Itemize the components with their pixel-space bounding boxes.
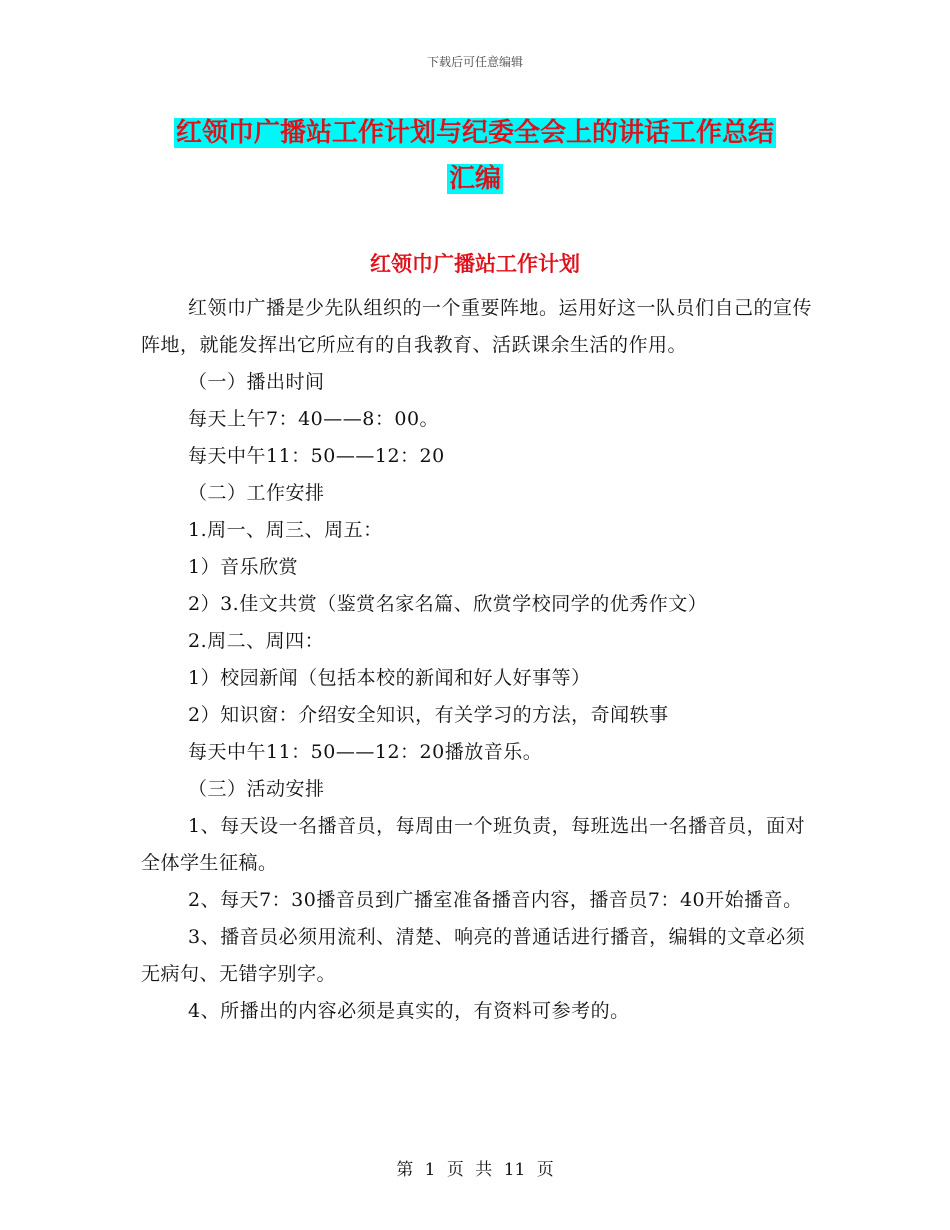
title-line-1: 红领巾广播站工作计划与纪委全会上的讲话工作总结 bbox=[175, 118, 774, 148]
list-item-music: 1）音乐欣赏 bbox=[188, 556, 299, 578]
header-note: 下载后可任意编辑 bbox=[426, 55, 523, 69]
paragraph-morning-time: 每天上午7：40——8：00。 bbox=[188, 408, 440, 430]
paragraph-rule-2: 2、每天7：30播音员到广播室准备播音内容，播音员7：40开始播音。 bbox=[188, 889, 803, 911]
title-line-2: 汇编 bbox=[448, 164, 501, 194]
paragraph-noon-time: 每天中午11：50——12：20 bbox=[188, 445, 445, 467]
paragraph-rule-3: 3、播音员必须用流利、清楚、响亮的普通话进行播音，编辑的文章必须无病句、无错字别字。 bbox=[141, 926, 806, 985]
section-title: 红领巾广播站工作计划 bbox=[370, 251, 580, 276]
heading-broadcast-time: （一）播出时间 bbox=[188, 371, 325, 393]
paragraph-noon-music: 每天中午11：50——12：20播放音乐。 bbox=[188, 741, 543, 763]
list-item-tue-thu: 2.周二、周四： bbox=[188, 630, 325, 652]
paragraph-intro: 红领巾广播是少先队组织的一个重要阵地。运用好这一队员们自己的宣传阵地，就能发挥出它所应有的自我教育、活跃课余生活的作用。 bbox=[141, 297, 813, 356]
page-number-footer: 第 1 页 共 11 页 bbox=[396, 1160, 554, 1180]
list-item-articles: 2）3.佳文共赏（鉴赏名家名篇、欣赏学校同学的优秀作文） bbox=[188, 593, 708, 615]
paragraph-rule-1: 1、每天设一名播音员，每周由一个班负责，每班选出一名播音员，面对全体学生征稿。 bbox=[141, 815, 806, 874]
list-item-knowledge: 2）知识窗：介绍安全知识，有关学习的方法，奇闻轶事 bbox=[188, 704, 669, 726]
heading-activity-arrangement: （三）活动安排 bbox=[188, 778, 325, 800]
list-item-campus-news: 1）校园新闻（包括本校的新闻和好人好事等） bbox=[188, 667, 591, 689]
document-body bbox=[141, 290, 813, 1030]
list-item-mon-wed-fri: 1.周一、周三、周五： bbox=[188, 519, 383, 541]
paragraph-rule-4: 4、所播出的内容必须是真实的，有资料可参考的。 bbox=[188, 1000, 630, 1022]
heading-work-arrangement: （二）工作安排 bbox=[188, 482, 325, 504]
document-title bbox=[0, 110, 950, 202]
